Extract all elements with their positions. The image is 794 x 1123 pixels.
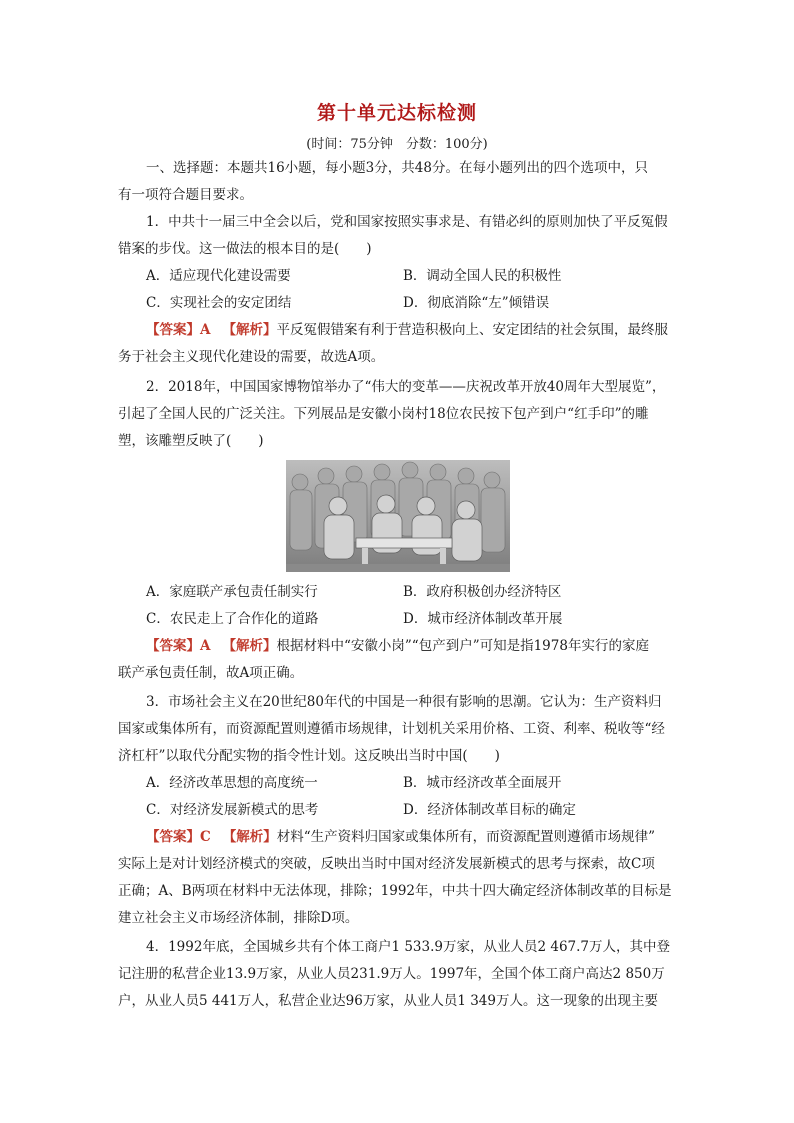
analysis-text: 材料“生产资料归国家或集体所有，而资源配置则遵循市场规律” [276,829,656,845]
question-2-stem-cont-2: 塑，该雕塑反映了( ) [118,433,264,449]
page-title: 第十单元达标检测 [316,102,477,124]
analysis-tag: 【解析】 [222,829,277,845]
question-3-answer [146,827,678,847]
question-1-answer [146,320,678,340]
question-2-option-a: A．家庭联产承包责任制实行 [146,584,318,600]
analysis-tag: 【解析】 [222,638,277,654]
question-2-stem: 2．2018年，中国国家博物馆举办了“伟大的变革——庆祝改革开放40周年大型展览”， [146,379,666,395]
question-4-stem: 4．1992年底，全国城乡共有个体工商户1 533.9万家，从业人员2 467.7万人，其中登 [146,939,671,955]
question-3-option-a: A．经济改革思想的高度统一 [146,775,318,791]
answer-tag: 【答案】C [146,829,211,845]
analysis-text: 根据材料中“安徽小岗”“包产到户”可知是指1978年实行的家庭 [276,638,649,654]
question-1-analysis-cont: 务于社会主义现代化建设的需要，故选A项。 [118,349,385,365]
answer-tag: 【答案】A [146,638,211,654]
analysis-tag: 【解析】 [222,322,277,338]
question-3-option-c: C．对经济发展新模式的思考 [146,802,319,818]
question-1-option-a: A．适应现代化建设需要 [146,268,291,284]
question-4-stem-cont: 记注册的私营企业13.9万家，从业人员231.9万人。1997年，全国个体工商户高达2 850万 [118,966,665,982]
question-1-stem-cont: 错案的步伐。这一做法的根本目的是( ) [118,241,372,257]
question-2-analysis-cont: 联产承包责任制，故A项正确。 [118,665,304,681]
sculpture-illustration [286,460,510,572]
question-2-option-d: D．城市经济体制改革开展 [403,611,563,627]
sculpture-photo [286,460,510,572]
question-3-stem: 3．市场社会主义在20世纪80年代的中国是一种很有影响的思潮。它认为：生产资料归 [146,694,662,710]
question-4-stem-cont-2: 户，从业人员5 441万人，私营企业达96万家，从业人员1 349万人。这一现象的出现主要 [118,993,658,1009]
question-2-option-c: C．农民走上了合作化的道路 [146,611,319,627]
question-2-stem-cont: 引起了全国人民的广泛关注。下列展品是安徽小岗村18位农民按下包产到户“红手印”的雕 [118,406,649,422]
question-3-analysis-cont: 实际上是对计划经济模式的突破，反映出当时中国对经济发展新模式的思考与探索，故C项 [118,856,655,872]
section-instructions-cont: 有一项符合题目要求。 [118,187,253,203]
section-instructions: 一、选择题：本题共16小题，每小题3分，共48分。在每小题列出的四个选项中，只 [146,160,648,176]
question-3-option-b: B．城市经济改革全面展开 [403,775,562,791]
question-1-option-c: C．实现社会的安定团结 [146,295,292,311]
question-2-answer [146,636,678,656]
question-3-stem-cont-2: 济杠杆”以取代分配实物的指令性计划。这反映出当时中国( ) [118,748,500,764]
question-2-option-b: B．政府积极创办经济特区 [403,584,562,600]
question-1-option-b: B．调动全国人民的积极性 [403,268,562,284]
analysis-text: 平反冤假错案有利于营造积极向上、安定团结的社会氛围，最终服 [276,322,668,338]
question-1-stem: 1．中共十一届三中全会以后，党和国家按照实事求是、有错必纠的原则加快了平反冤假 [146,214,668,230]
question-3-analysis-cont-2: 正确；A、B两项在材料中无法体现，排除；1992年，中共十四大确定经济体制改革的目标是 [118,883,672,899]
question-3-analysis-cont-3: 建立社会主义市场经济体制，排除D项。 [118,910,359,926]
answer-tag: 【答案】A [146,322,211,338]
question-1-option-d: D．彻底消除“左”倾错误 [403,295,550,311]
exam-info: (时间：75分钟 分数：100分) [306,137,488,152]
question-3-stem-cont: 国家或集体所有，而资源配置则遵循市场规律，计划机关采用价格、工资、利率、税收等“经 [118,721,665,737]
question-3-option-d: D．经济体制改革目标的确定 [403,802,576,818]
